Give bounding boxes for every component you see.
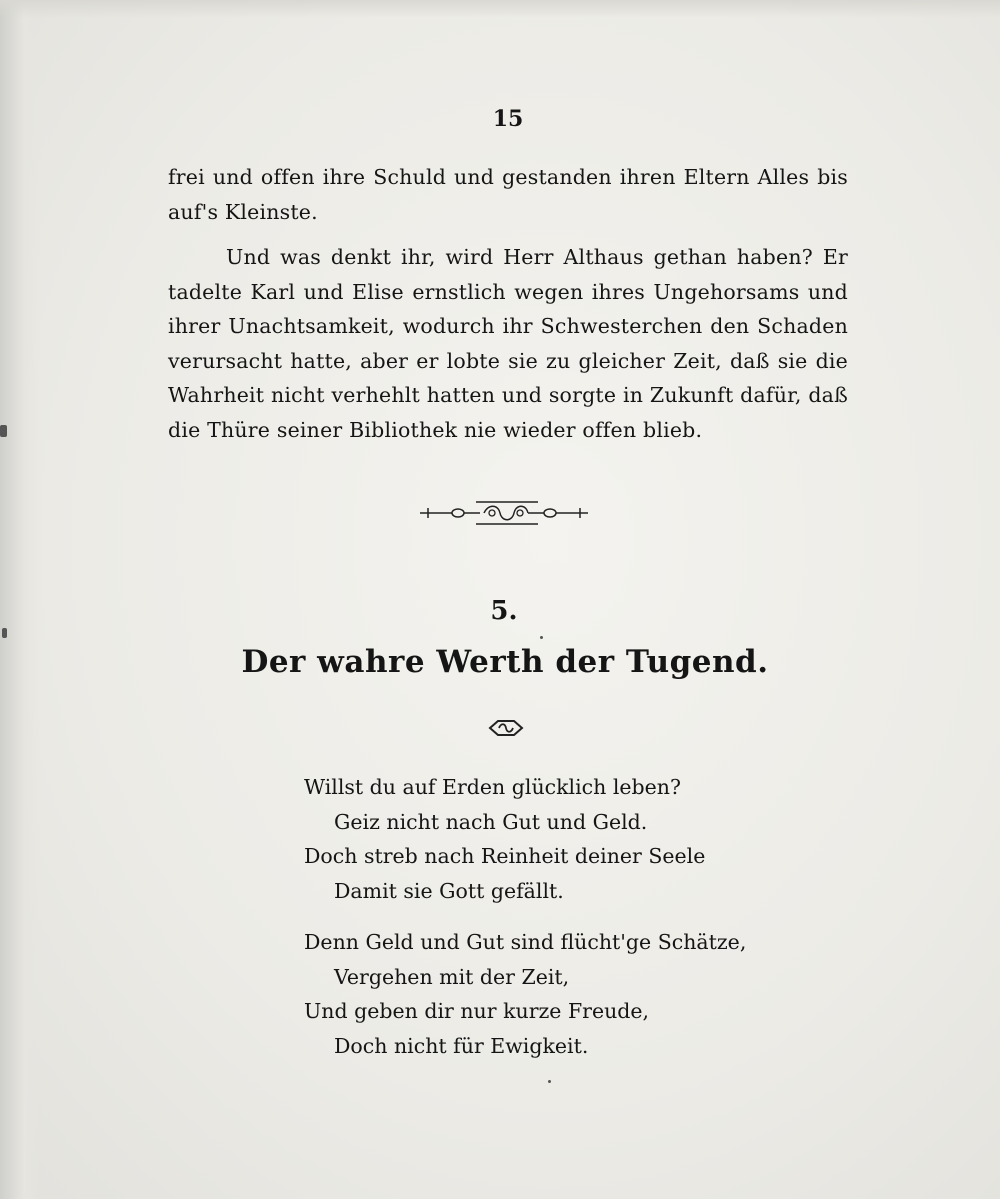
poem-line: Geiz nicht nach Gut und Geld. [334,809,648,834]
poem-line: Denn Geld und Gut sind flücht'ge Schätze, [304,930,747,954]
poem-line: Und geben dir nur kurze Freude, [304,999,650,1023]
page-speck [540,636,543,639]
poem-line: Willst du auf Erden glücklich leben? [304,775,681,799]
paragraph-1: frei und offen ihre Schuld und gestanden ihren Eltern Alles bis auf's Kleinste. [168,165,848,224]
poem-line: Damit sie Gott gefällt. [334,878,564,903]
page-top-edge [0,0,1000,18]
poem-stanza-1 [304,770,724,908]
section-number: 5. [490,596,518,626]
page-speck [0,425,7,437]
poem-line: Doch nicht für Ewigkeit. [334,1033,589,1058]
small-ornament-icon [488,718,524,738]
page-speck [2,628,7,638]
poem-line: Vergehen mit der Zeit, [334,964,570,989]
section-title: Der wahre Werth der Tugend. [241,644,769,680]
page-number: 15 [492,106,524,132]
ornamental-divider [418,498,590,528]
poem-stanza-2 [304,925,747,1063]
poem-line: Doch streb nach Reinheit deiner Seele [304,844,706,868]
paragraph-2: Und was denkt ihr, wird Herr Althaus gethan haben? Er tadelte Karl und Elise ernstlich wegen ihres Ungehorsams und ihrer Unachtsamkeit, wodurch ihr Schwesterchen den Schaden verursacht hatte, aber er lobte sie zu gleicher Zeit, daß sie die Wahrheit nicht verhehlt hatten und sorgte in Zukunft dafür, daß die Thüre seiner Bibliothek nie wieder offen blieb. [168,245,848,442]
page-speck [548,1080,551,1083]
